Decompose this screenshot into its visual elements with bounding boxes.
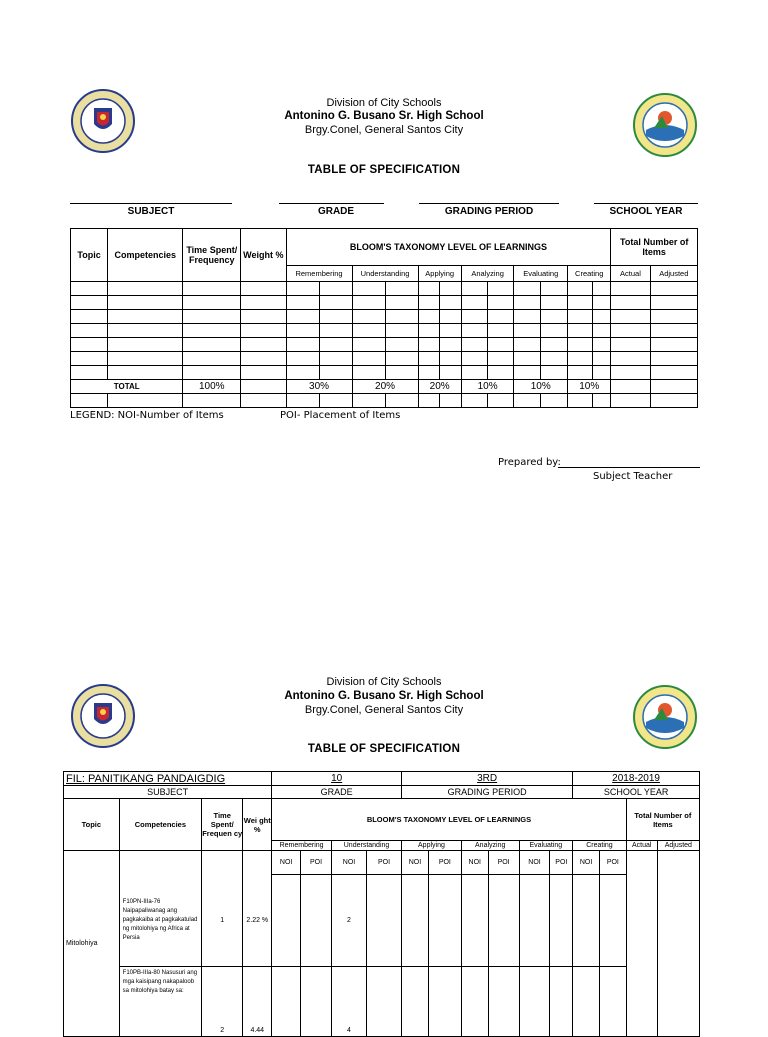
specification-table xyxy=(70,228,698,408)
level-evaluating: Evaluating xyxy=(519,841,573,851)
time-header: Time Spent/ Frequency xyxy=(183,229,241,282)
table-cell xyxy=(541,366,568,380)
table-cell xyxy=(487,338,514,352)
table-row xyxy=(71,366,698,380)
table-cell xyxy=(514,282,541,296)
table-cell xyxy=(352,296,385,310)
table-cell xyxy=(183,338,241,352)
table-cell xyxy=(514,338,541,352)
school-address: Brgy.Conel, General Santos City xyxy=(304,124,464,136)
total-remembering: 30% xyxy=(286,380,352,394)
table-row xyxy=(71,352,698,366)
poi-header: POI xyxy=(367,851,402,875)
table-cell xyxy=(487,366,514,380)
table-row xyxy=(64,875,700,967)
table-cell xyxy=(650,352,697,366)
grading-period-line xyxy=(419,203,559,204)
level-applying: Applying xyxy=(418,266,461,282)
subject-teacher-label: Subject Teacher xyxy=(593,471,673,482)
table-cell xyxy=(241,366,286,380)
division-text: Division of City Schools xyxy=(326,97,442,109)
table-cell xyxy=(592,352,611,366)
level-remembering: Remembering xyxy=(286,266,352,282)
table-row xyxy=(71,282,698,296)
table-cell xyxy=(440,282,462,296)
table-cell xyxy=(286,324,319,338)
signature-line xyxy=(558,467,700,468)
table-cell xyxy=(183,310,241,324)
actual-header: Actual xyxy=(611,266,650,282)
poi-header: POI xyxy=(428,851,461,875)
level-evaluating: Evaluating xyxy=(514,266,568,282)
school-name: Antonino G. Busano Sr. High School xyxy=(284,110,484,122)
table-cell xyxy=(418,296,440,310)
noi-header: NOI xyxy=(272,851,301,875)
table-cell xyxy=(650,296,697,310)
total-creating: 10% xyxy=(568,380,611,394)
noi-header: NOI xyxy=(573,851,600,875)
table-cell xyxy=(385,296,418,310)
total-label: TOTAL xyxy=(71,380,183,394)
table-cell xyxy=(71,296,108,310)
table-cell xyxy=(108,338,183,352)
table-cell xyxy=(183,352,241,366)
table-cell xyxy=(650,338,697,352)
table-cell xyxy=(487,296,514,310)
table-cell xyxy=(71,324,108,338)
table-cell xyxy=(440,324,462,338)
table-cell xyxy=(541,282,568,296)
table-cell xyxy=(352,366,385,380)
noi-header: NOI xyxy=(519,851,550,875)
table-cell xyxy=(183,296,241,310)
division-text: Division of City Schools xyxy=(326,676,442,688)
table-cell xyxy=(108,282,183,296)
table-cell xyxy=(418,338,440,352)
competencies-header: Competencies xyxy=(119,799,201,851)
table-cell xyxy=(461,366,487,380)
table-cell xyxy=(440,352,462,366)
poi-header: POI xyxy=(301,851,332,875)
blooms-header: BLOOM'S TAXONOMY LEVEL OF LEARNINGS xyxy=(272,799,627,841)
table-cell xyxy=(183,366,241,380)
table-cell xyxy=(487,352,514,366)
school-name: Antonino G. Busano Sr. High School xyxy=(284,690,484,702)
school-address: Brgy.Conel, General Santos City xyxy=(304,704,464,716)
level-analyzing: Analyzing xyxy=(461,266,514,282)
competency-cell: F10PB-IIIa-80 Nasusuri ang mga kaisipang nakapaloob sa mitolohiya batay sa: xyxy=(119,967,201,1037)
specification-table-filled xyxy=(63,771,700,1037)
understanding-noi-cell: 2 xyxy=(331,875,366,967)
table-cell xyxy=(286,296,319,310)
table-cell xyxy=(611,366,650,380)
table-cell xyxy=(568,352,593,366)
grade-line xyxy=(279,203,384,204)
table-cell xyxy=(286,352,319,366)
table-cell xyxy=(319,296,352,310)
school-seal-icon xyxy=(632,684,698,750)
topic-value: Mitolohiya xyxy=(64,851,120,1037)
poi-header: POI xyxy=(488,851,519,875)
table-cell xyxy=(418,282,440,296)
table-cell xyxy=(71,338,108,352)
level-applying: Applying xyxy=(402,841,462,851)
total-actual xyxy=(611,380,650,394)
poi-header: POI xyxy=(550,851,573,875)
table-cell xyxy=(71,282,108,296)
table-cell xyxy=(461,296,487,310)
noi-header: NOI xyxy=(331,851,366,875)
table-cell xyxy=(461,282,487,296)
legend-noi: LEGEND: NOI-Number of Items xyxy=(70,410,224,421)
total-applying: 20% xyxy=(418,380,461,394)
noi-header: NOI xyxy=(402,851,429,875)
table-cell xyxy=(319,324,352,338)
table-cell xyxy=(611,324,650,338)
table-cell xyxy=(461,338,487,352)
table-cell xyxy=(440,366,462,380)
subject-value: FIL: PANITIKANG PANDAIGDIG xyxy=(64,772,272,786)
table-cell xyxy=(418,310,440,324)
table-cell xyxy=(440,338,462,352)
table-cell xyxy=(568,282,593,296)
total-analyzing: 10% xyxy=(461,380,514,394)
competencies-header: Competencies xyxy=(108,229,183,282)
school-year-line xyxy=(594,203,698,204)
subject-label: SUBJECT xyxy=(64,786,272,799)
table-row xyxy=(71,338,698,352)
grading-period-label: GRADING PERIOD xyxy=(402,786,573,799)
table-cell xyxy=(611,282,650,296)
table-cell xyxy=(592,324,611,338)
competency-cell: F10PN-IIIa-76 Naipapaliwanag ang pagkakaiba at pagkakatulad ng mitolohiya ng Africa at Persia xyxy=(119,875,201,967)
table-cell xyxy=(461,352,487,366)
table-cell xyxy=(650,282,697,296)
level-creating: Creating xyxy=(573,841,627,851)
table-cell xyxy=(183,324,241,338)
table-cell xyxy=(440,296,462,310)
table-cell xyxy=(286,366,319,380)
understanding-noi-cell: 4 xyxy=(331,967,366,1037)
time-header: Time Spent/ Frequen cy xyxy=(202,799,243,851)
table-cell xyxy=(183,282,241,296)
table-cell xyxy=(241,296,286,310)
table-cell xyxy=(385,366,418,380)
table-cell xyxy=(611,352,650,366)
table-cell xyxy=(514,324,541,338)
table-cell xyxy=(541,324,568,338)
table-cell xyxy=(592,338,611,352)
table-cell xyxy=(108,296,183,310)
table-cell xyxy=(592,310,611,324)
grading-period-label: GRADING PERIOD xyxy=(444,206,534,217)
table-cell xyxy=(319,282,352,296)
weight-header: Weight % xyxy=(241,229,286,282)
table-cell xyxy=(319,352,352,366)
weight-header: Wei ght % xyxy=(243,799,272,851)
table-cell xyxy=(514,310,541,324)
table-cell xyxy=(650,324,697,338)
table-cell xyxy=(108,324,183,338)
total-time: 100% xyxy=(183,380,241,394)
table-cell xyxy=(514,366,541,380)
table-cell xyxy=(611,310,650,324)
table-cell xyxy=(385,338,418,352)
table-cell xyxy=(568,310,593,324)
table-row xyxy=(71,324,698,338)
table-cell xyxy=(108,366,183,380)
table-cell xyxy=(352,310,385,324)
table-cell xyxy=(568,366,593,380)
school-seal-icon xyxy=(632,92,698,158)
table-cell xyxy=(352,282,385,296)
table-cell xyxy=(541,352,568,366)
grade-label: GRADE xyxy=(272,786,402,799)
table-cell xyxy=(352,352,385,366)
table-cell xyxy=(568,338,593,352)
table-cell xyxy=(568,324,593,338)
table-cell xyxy=(241,338,286,352)
table-cell xyxy=(514,296,541,310)
table-cell xyxy=(385,310,418,324)
table-cell xyxy=(385,282,418,296)
time-cell: 1 xyxy=(202,875,243,967)
grade-label: GRADE xyxy=(317,206,355,217)
table-cell xyxy=(440,310,462,324)
table-cell xyxy=(352,338,385,352)
table-cell xyxy=(592,282,611,296)
total-evaluating: 10% xyxy=(514,380,568,394)
table-cell xyxy=(385,352,418,366)
poi-header: POI xyxy=(599,851,626,875)
table-row xyxy=(71,394,698,408)
table-cell xyxy=(568,296,593,310)
grading-period-value: 3RD xyxy=(402,772,573,786)
table-cell xyxy=(71,366,108,380)
weight-cell: 4.44 xyxy=(243,967,272,1037)
table-cell xyxy=(241,282,286,296)
topic-header: Topic xyxy=(64,799,120,851)
table-row xyxy=(71,296,698,310)
legend-poi: POI- Placement of Items xyxy=(280,410,401,421)
actual-header: Actual xyxy=(626,841,657,851)
table-cell xyxy=(241,352,286,366)
school-year-label: SCHOOL YEAR xyxy=(573,786,700,799)
table-cell xyxy=(71,310,108,324)
table-cell xyxy=(461,310,487,324)
table-cell xyxy=(418,352,440,366)
table-cell xyxy=(241,324,286,338)
level-understanding: Understanding xyxy=(331,841,401,851)
total-items-header: Total Number of Items xyxy=(626,799,699,841)
level-remembering: Remembering xyxy=(272,841,332,851)
table-cell xyxy=(385,324,418,338)
table-cell xyxy=(650,366,697,380)
school-year-value: 2018-2019 xyxy=(573,772,700,786)
school-year-label: SCHOOL YEAR xyxy=(609,206,683,217)
noi-header: NOI xyxy=(461,851,488,875)
blooms-header: BLOOM'S TAXONOMY LEVEL OF LEARNINGS xyxy=(286,229,611,266)
table-cell xyxy=(319,310,352,324)
time-cell: 2 xyxy=(202,967,243,1037)
table-cell xyxy=(541,338,568,352)
table-cell xyxy=(487,282,514,296)
table-cell xyxy=(487,324,514,338)
topic-header: Topic xyxy=(71,229,108,282)
table-cell xyxy=(611,338,650,352)
total-items-header: Total Number of Items xyxy=(611,229,698,266)
table-row xyxy=(64,967,700,1037)
subject-label: SUBJECT xyxy=(127,206,175,217)
level-understanding: Understanding xyxy=(352,266,418,282)
table-cell xyxy=(592,296,611,310)
table-cell xyxy=(487,310,514,324)
table-cell xyxy=(286,338,319,352)
table-cell xyxy=(286,282,319,296)
table-cell xyxy=(286,310,319,324)
table-cell xyxy=(541,310,568,324)
adjusted-header: Adjusted xyxy=(650,266,697,282)
table-cell xyxy=(71,352,108,366)
table-cell xyxy=(108,310,183,324)
level-analyzing: Analyzing xyxy=(461,841,519,851)
table-cell xyxy=(461,324,487,338)
table-cell xyxy=(108,352,183,366)
total-weight xyxy=(241,380,286,394)
table-cell xyxy=(650,310,697,324)
table-cell xyxy=(319,338,352,352)
table-cell xyxy=(541,296,568,310)
page-title: TABLE OF SPECIFICATION xyxy=(307,164,461,176)
table-cell xyxy=(592,366,611,380)
adjusted-header: Adjusted xyxy=(657,841,699,851)
table-cell xyxy=(418,324,440,338)
table-row xyxy=(71,310,698,324)
subject-line xyxy=(70,203,232,204)
table-cell xyxy=(514,352,541,366)
weight-cell: 2.22 % xyxy=(243,875,272,967)
total-adjusted xyxy=(650,380,697,394)
table-cell xyxy=(611,296,650,310)
page-title: TABLE OF SPECIFICATION xyxy=(307,743,461,755)
deped-seal-icon xyxy=(70,683,136,749)
table-cell xyxy=(418,366,440,380)
table-cell xyxy=(241,310,286,324)
grade-value: 10 xyxy=(272,772,402,786)
level-creating: Creating xyxy=(568,266,611,282)
prepared-by-label: Prepared by: xyxy=(498,457,561,468)
table-cell xyxy=(352,324,385,338)
total-understanding: 20% xyxy=(352,380,418,394)
table-cell xyxy=(319,366,352,380)
deped-seal-icon xyxy=(70,88,136,154)
